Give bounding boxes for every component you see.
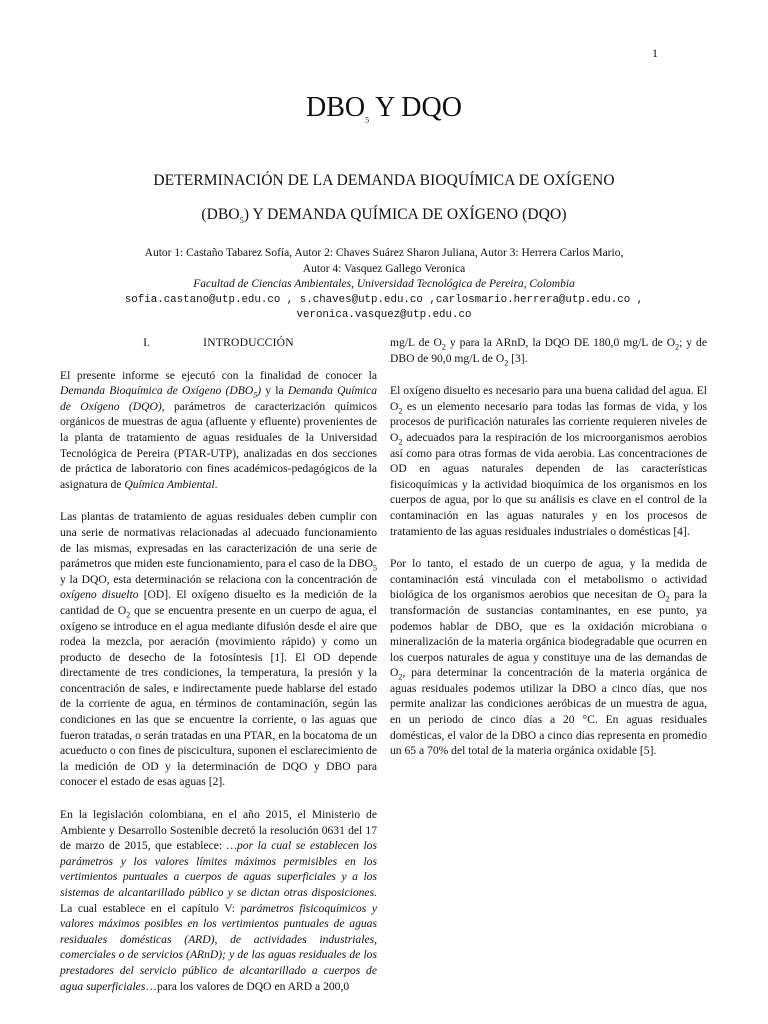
section-heading: I. INTRODUCCIÓN [143, 336, 294, 349]
left-column [60, 335, 377, 1011]
paragraph-1: El presente informe se ejecutó con la finalidad de conocer la Demanda Bioquímica de Oxígeno $(DBO_5)$ y la Demanda Química de Oxígeno (DQO), parámetros de caracterización químicos orgánicos de muestras de agua (afluente y efluente) provenientes de la planta de tratamiento de aguas residuales de la Universidad Tecnológica de Pereira (PTAR-UTP), analizadas en dos secciones de práctica de laboratorio con fines académicos-pedagógicos de la asignatura de Química Ambiental. [60, 368, 378, 491]
author-list-cont: Autor 4: Vasquez Gallego Veronica [302, 262, 466, 275]
author-block [100, 246, 668, 324]
paragraph-5: Por lo tanto, el estado de un cuerpo de agua, y la medida de contaminación está vinculada con el metabolismo o actividad biológica de los organismos aerobios que necesitan de $O_2$ para la transformación de sustancias contaminantes, en ese punto, ya podemos hablar de DBO, que es la oxidación microbiana o mineralización de la materia orgánica biodegradable que ocurren en los cuerpos naturales de agua y constituye una de las demandas de $O_2$, para determinar la concentración de la materia orgánica de aguas residuales podemos utilizar la DBO a cinco días, que nos permite analizar las condiciones aeróbicas de un muestra de agua, en un periodo de cinco días a 20 °C. En aguas residuales domésticas, el valor de la DBO a cinco días representa en promedio un 65 a 70% del total de la materia orgánica oxidable [5]. [390, 557, 707, 758]
right-column [390, 335, 707, 776]
affiliation: Facultad de Ciencias Ambientales, Universidad Tecnológica de Pereira, Colombia [193, 278, 575, 290]
document-title: $DBO_5$ Y DQO [306, 92, 462, 125]
author-list: Autor 1: Castaño Tabarez Sofía, Autor 2: Chaves Suárez Sharon Juliana, Autor 3: Herrera Carlos Mario, [144, 247, 624, 259]
email-list-cont: veronica.vasquez@utp.edu.co [296, 309, 472, 321]
paragraph-4: El oxígeno disuelto es necesario para una buena calidad del agua. El $O_2$ es un elemento necesario para todas las formas de vida, y los procesos de purificación naturales las corriente requieren niveles de $O_2$ adecuados para la respiración de los microorganismos aerobios así como para otras formas de vida aerobia. Las concentraciones de OD en aguas naturales dependen de las características fisicoquímicas y la actividad bioquímica de los organismos en los cuerpos de agua, por lo que su análisis es clave en el control de la contaminación en las aguas naturales y en los procesos de tratamiento de las aguas residuales industriales o domésticas [4]. [390, 384, 707, 538]
email-list: sofia.castano@utp.edu.co , s.chaves@utp.edu.co ,carlosmario.herrera@utp.edu.co , [124, 293, 644, 306]
paragraph-3-continued: mg/L de $O_2$ y para la ARnD, la DQO DE 180,0 mg/L de $O_2$; y de DBO de 90,0 mg/L de $O_2$ [3]. [390, 336, 707, 367]
page-number: 1 [652, 46, 658, 60]
paragraph-2: Las plantas de tratamiento de aguas residuales deben cumplir con una serie de normativas relacionadas al adecuado funcionamiento de las mismas, expresadas en las caracterización de una serie de parámetros que miden este funcionamiento, para el caso de la $DBO_5$ y la DQO, esta determinación se relaciona con la concentración de oxígeno disuelto [OD]. El oxígeno disuelto es la medición de la cantidad de $O_2$ que se encuentra presente en un cuerpo de agua, el oxígeno se introduce en el agua mediante difusión desde el aire que rodea la mezcla, por aeración (movimiento rápido) y como un producto de desecho de la fotosíntesis [1]. El OD depende directamente de tres condiciones, la temperatura, la presión y la concentración de sales, e indirectamente puede hablarse del estado de la corriente de agua, en términos de contaminación, según las condiciones en las que se encuentre la corriente, o las aguas que fueron tratadas, o serán tratadas en una PTAR, en la bocatoma de un acueducto o con fines de piscicultura, suponen el esclarecimiento de la medición de OD y la determinación de DQO y DBO para conocer el estado de esas aguas [2]. [60, 510, 378, 789]
document-subtitle: DETERMINACIÓN DE LA DEMANDA BIOQUÍMICA DE OXÍGENO $(DBO_5)$ Y DEMANDA QUÍMICA DE OXÍGENO (DQO) [153, 172, 615, 226]
paragraph-3: En la legislación colombiana, en el año 2015, el Ministerio de Ambiente y Desarrollo Sostenible decretó la resolución 0631 del 17 de marzo de 2015, que establece: …por la cual se establecen los parámetros y los valores límites máximos permisibles en los vertimientos puntuales a cuerpos de aguas superficiales y a los sistemas de alcantarillado público y se dictan otras disposiciones. La cual establece en el capítulo V: parámetros fisicoquímicos y valores máximos posibles en los vertimientos puntuales de aguas residuales domésticas (ARD), de actividades industriales, comerciales o de servicios (ARnD); y de las aguas residuales de los prestadores del servicio público de alcantarillado a cuerpos de agua superficiales…para los valores de DQO en ARD a 200,0 [60, 808, 377, 993]
